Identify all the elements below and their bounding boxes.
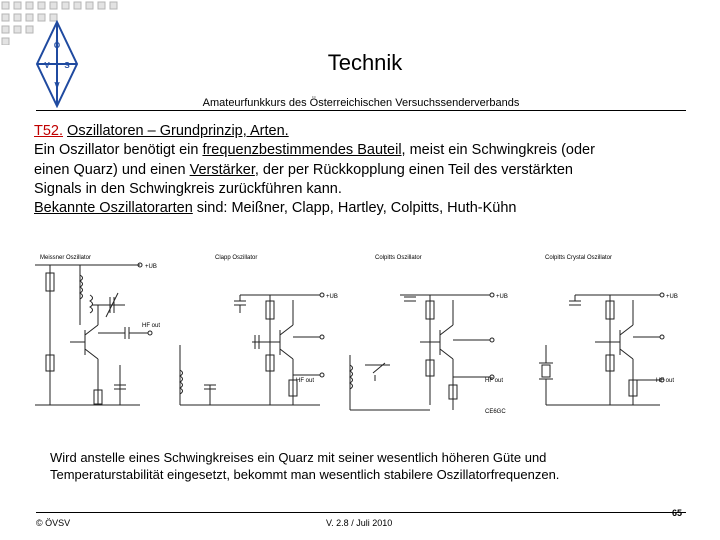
caption-line: Temperaturstabilität eingesetzt, bekommt man wesentlich stabilere Oszillatorfrequenzen. [50,467,560,482]
oscillator-schematics [30,245,720,425]
schematic-title-colpitts-crystal: Colpitts Crystal Oszillator [545,255,613,261]
part-label: CE6GC [485,409,506,415]
output-label: HF out [656,378,675,384]
text-span: einen Quarz) und einen [34,161,190,178]
logo-letter-right: S [64,61,70,70]
supply-label: +UB [326,294,338,300]
caption-line: Wird anstelle eines Schwingkreises ein Quarz mit seiner wesentlich höheren Güte und [50,450,547,465]
text-span: Ein Oszillator benötigt ein [34,142,203,159]
schematic-clapp [180,293,324,405]
heading-text: Oszillatoren – Grundprinzip, Arten. [67,123,289,139]
page-subtitle: Amateurfunkkurs des Österreichischen Versuchssenderverbands [202,97,520,109]
supply-label: +UB [145,264,157,270]
schematic-meissner [35,263,152,405]
section-heading [34,122,694,141]
schematic-caption [50,449,690,483]
page-number: 65 [672,508,683,518]
schematic-colpitts [350,293,494,410]
text-span: , meist ein Schwingkreis (oder [401,142,595,159]
header-rule [36,110,686,111]
footer-rule [36,512,686,513]
text-span: sind: Meißner, Clapp, Hartley, Colpitts, Huth-Kühn [192,200,517,217]
logo-letter-top: Ö [53,41,61,50]
oevsv-logo [35,20,79,108]
link-frequenzbestimmendes-bauteil[interactable]: frequenzbestimmendes Bauteil [202,142,402,159]
schematic-colpitts-crystal [539,293,664,405]
paragraph-line [34,141,694,160]
schematic-title-clapp: Clapp Oszillator [215,255,258,261]
schematic-title-colpitts: Colpitts Oszillator [375,255,422,261]
output-label: HF out [296,378,315,384]
link-oszillatorarten[interactable]: Bekannte Oszillatorarten [34,200,193,217]
output-label: HF out [142,323,161,329]
page-title: Technik [327,50,403,75]
supply-label: +UB [666,294,678,300]
paragraph-line [34,161,694,180]
paragraph-line [34,199,694,218]
logo-letter-left: V [44,61,50,70]
text-span: , der per Rückkopplung einen Teil des verstärkten [254,161,573,178]
body-text [34,122,694,218]
supply-label: +UB [496,294,508,300]
logo-letter-bottom: V [54,81,60,90]
footer-version: V. 2.8 / Juli 2010 [326,518,393,528]
footer-copyright: © ÖVSV [36,518,71,528]
heading-code: T52. [34,123,64,139]
schematic-title-meissner: Meissner Oszillator [40,255,92,261]
link-verstaerker[interactable]: Verstärker [189,161,255,178]
output-label: HF out [485,378,504,384]
paragraph-line: Signals in den Schwingkreis zurückführen kann. [34,180,342,197]
